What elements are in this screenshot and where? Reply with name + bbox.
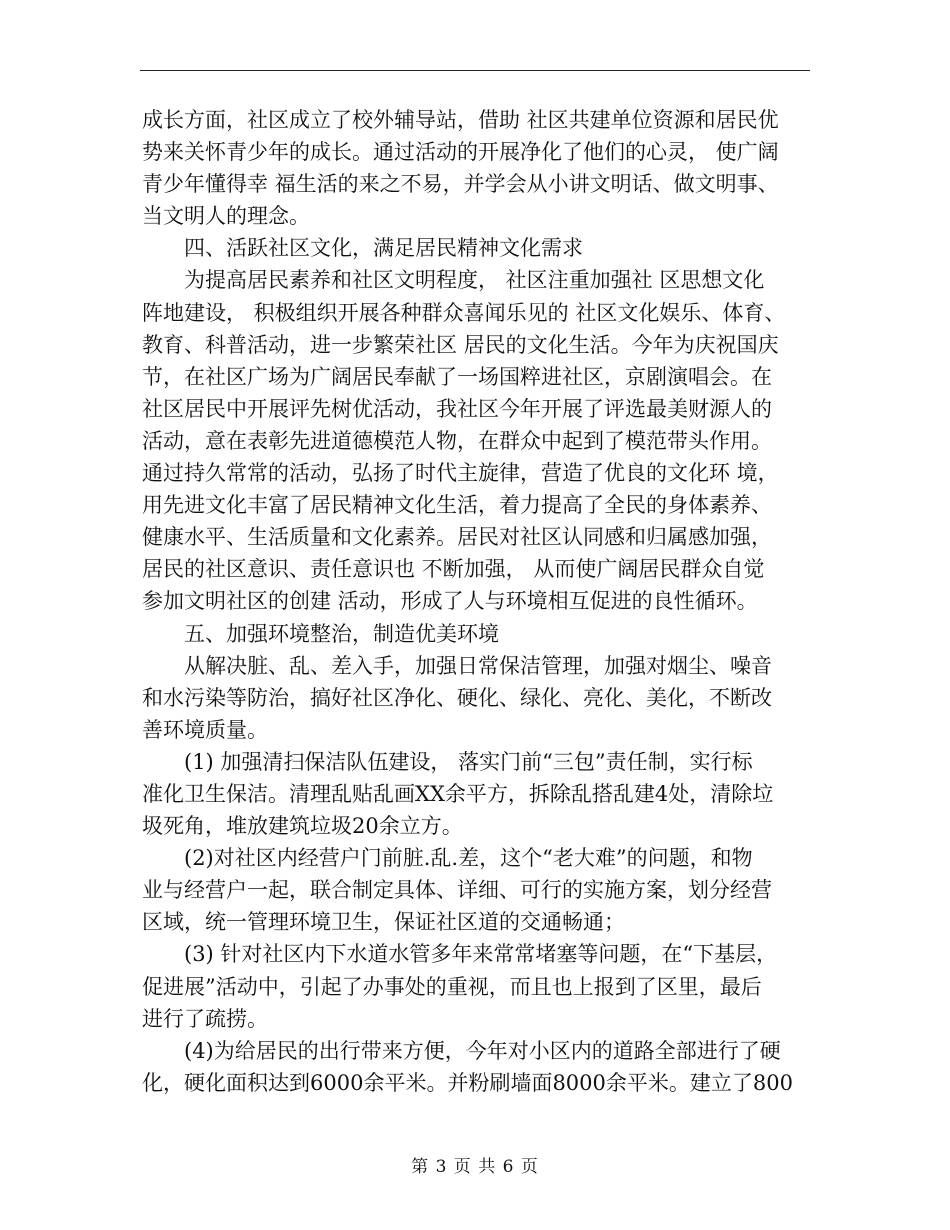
text-line: 业与经营户一起，联合制定具体、详细、可行的实施方案，划分经营: [142, 878, 772, 903]
list-item: (4)为给居民的出行带来方便，今年对小区内的道路全部进行了硬: [184, 1038, 781, 1063]
text-line: 社区居民中开展评先树优活动，我社区今年开展了评选最美财源人的: [142, 396, 772, 421]
section-heading: 四、活跃社区文化，满足居民精神文化需求: [184, 236, 583, 261]
text-line: 进行了疏捞。: [142, 1006, 268, 1031]
list-item: (1) 加强清扫保洁队伍建设， 落实门前“三包”责任制，实行标: [184, 749, 753, 774]
list-item: (2)对社区内经营户门前脏.乱.差，这个“老大难”的问题，和物: [184, 846, 753, 871]
text-line: 从解决脏、乱、差入手，加强日常保洁管理，加强对烟尘、噪音: [184, 653, 772, 678]
text-line: 准化卫生保洁。清理乱贴乱画XX余平方，拆除乱搭乱建4处，清除垃: [142, 781, 774, 806]
text-line: 当文明人的理念。: [142, 204, 310, 229]
page-number: 第 3 页 共 6 页: [411, 1157, 539, 1177]
text-line: 圾死角，堆放建筑垃圾20余立方。: [142, 814, 463, 839]
header-rule: [140, 70, 810, 71]
list-item: (3) 针对社区内下水道水管多年来常常堵塞等问题，在“下基层，: [184, 942, 778, 967]
text-line: 为提高居民素养和社区文明程度， 社区注重加强社 区思想文化: [184, 268, 765, 293]
document-body: [142, 104, 810, 1099]
text-line: 善环境质量。: [142, 717, 268, 742]
text-line: 节，在社区广场为广阔居民奉献了一场国粹进社区，京剧演唱会。在: [142, 364, 772, 389]
text-line: 促进展”活动中，引起了办事处的重视，而且也上报到了区里，最后: [142, 974, 762, 999]
text-line: 教育、科普活动，进一步繁荣社区 居民的文化生活。今年为庆祝国庆: [142, 332, 779, 357]
section-heading: 五、加强环境整治，制造优美环境: [184, 621, 499, 646]
text-line: 活动，意在表彰先进道德模范人物，在群众中起到了模范带头作用。: [142, 428, 772, 453]
text-line: 居民的社区意识、责任意识也 不断加强， 从而使广阔居民群众自觉: [142, 557, 765, 582]
text-line: 成长方面，社区成立了校外辅导站，借助 社区共建单位资源和居民优: [142, 108, 779, 132]
text-line: 阵地建设， 积极组织开展各种群众喜闻乐见的 社区文化娱乐、体育、: [142, 300, 786, 325]
text-line: 通过持久常常的活动，弘扬了时代主旋律，营造了优良的文化环 境，: [142, 461, 779, 486]
text-line: 和水污染等防治，搞好社区净化、硬化、绿化、亮化、美化，不断改: [142, 685, 772, 710]
text-line: 区域，统一管理环境卫生，保证社区道的交通畅通；: [142, 910, 625, 935]
text-line: 青少年懂得幸 福生活的来之不易，并学会从小讲文明话、做文明事、: [142, 172, 779, 197]
text-line: 势来关怀青少年的成长。通过活动的开展净化了他们的心灵， 使广阔: [142, 140, 779, 165]
text-line: 健康水平、生活质量和文化素养。居民对社区认同感和归属感加强，: [142, 525, 772, 550]
text-line: 参加文明社区的创建 活动，形成了人与环境相互促进的良性循环。: [142, 589, 758, 614]
text-line: 化，硬化面积达到6000余平米。并粉刷墙面8000余平米。建立了800: [142, 1070, 793, 1095]
text-line: 用先进文化丰富了居民精神文化生活，着力提高了全民的身体素养、: [142, 493, 772, 518]
